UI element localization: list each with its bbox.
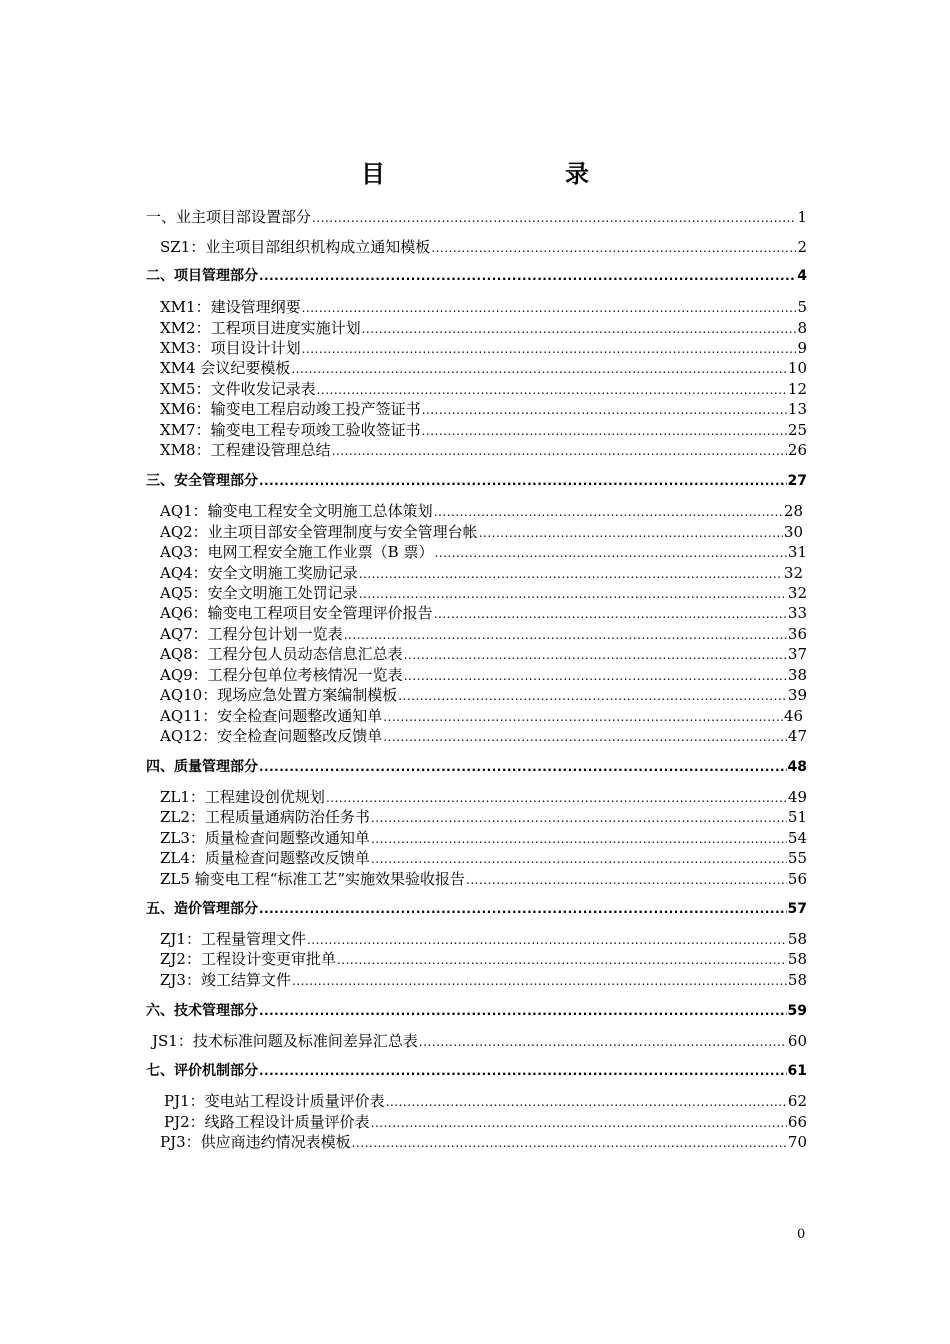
toc-entry[interactable] <box>160 970 807 990</box>
toc-entry-page: 31 <box>787 543 807 561</box>
toc-entry-label: ZL5 输变电工程“标准工艺”实施效果验收报告 <box>160 870 466 888</box>
toc-entry-page: 13 <box>787 400 807 418</box>
toc-entry-page: 70 <box>787 1133 807 1151</box>
toc-entry[interactable] <box>160 399 807 419</box>
toc-entry-label: 五、造价管理部分 <box>146 901 258 917</box>
toc-entry[interactable] <box>160 583 807 603</box>
toc-entry-page: 4 <box>797 268 807 284</box>
toc-entry-label: AQ9：工程分包单位考核情况一览表 <box>160 666 403 684</box>
toc-section-entry[interactable] <box>146 207 807 227</box>
toc-entry-label: XM2：工程项目进度实施计划 <box>160 319 361 337</box>
toc-entry[interactable] <box>160 542 807 562</box>
toc-entry-page: 36 <box>787 625 807 643</box>
dot-leader <box>317 380 787 400</box>
dot-leader <box>431 238 796 258</box>
toc-section-entry[interactable] <box>146 757 807 777</box>
dot-leader <box>307 930 787 950</box>
toc-entry-label: XM4 会议纪要模板 <box>160 359 291 377</box>
toc-entry[interactable] <box>160 848 807 868</box>
toc-entry-label: 六、技术管理部分 <box>146 1003 258 1019</box>
dot-leader <box>312 208 796 228</box>
toc-entry-label: JS1：技术标准问题及标准间差异汇总表 <box>152 1032 418 1050</box>
toc-entry[interactable] <box>160 644 807 664</box>
toc-entry-page: 49 <box>787 788 807 806</box>
toc-entry-label: ZL4：质量检查问题整改反馈单 <box>160 849 370 867</box>
toc-entry-page: 66 <box>787 1113 807 1131</box>
toc-entry[interactable] <box>160 787 807 807</box>
toc-entry-label: XM6：输变电工程启动竣工投产签证书 <box>160 400 421 418</box>
toc-entry-label: XM1：建设管理纲要 <box>160 298 301 316</box>
toc-entry-page: 12 <box>787 380 807 398</box>
toc-entry-page: 61 <box>787 1063 807 1079</box>
toc-entry-label: AQ1：输变电工程安全文明施工总体策划 <box>160 502 433 520</box>
toc-entry-label: 二、项目管理部分 <box>146 268 258 284</box>
toc-entry[interactable] <box>160 665 807 685</box>
toc-entry-label: XM3：项目设计计划 <box>160 339 301 357</box>
toc-entry[interactable] <box>160 358 807 378</box>
dot-leader <box>326 788 787 808</box>
dot-leader <box>259 1061 787 1081</box>
dot-leader <box>352 1133 787 1153</box>
toc-entry-page: 37 <box>787 645 807 663</box>
dot-leader <box>371 1113 787 1133</box>
toc-entry-label: PJ3：供应商违约情况表模板 <box>160 1133 351 1151</box>
toc-entry-page: 58 <box>787 971 807 989</box>
dot-leader <box>386 1092 787 1112</box>
toc-entry[interactable] <box>160 949 807 969</box>
toc-entry[interactable] <box>160 929 807 949</box>
dot-leader <box>479 523 783 543</box>
dot-leader <box>398 686 787 706</box>
toc-entry-label: ZJ3：竣工结算文件 <box>160 971 291 989</box>
toc-entry-label: ZJ1：工程量管理文件 <box>160 930 306 948</box>
toc-entry-page: 10 <box>787 359 807 377</box>
toc-entry-label: 三、安全管理部分 <box>146 473 258 489</box>
toc-entry-label: AQ10：现场应急处置方案编制模板 <box>160 686 398 704</box>
toc-entry-label: XM8：工程建设管理总结 <box>160 441 331 459</box>
toc-entry-page: 59 <box>787 1003 807 1019</box>
toc-section-entry[interactable] <box>146 471 807 491</box>
dot-leader <box>422 400 787 420</box>
toc-entry[interactable] <box>160 563 803 583</box>
toc-entry[interactable] <box>160 726 807 746</box>
toc-entry[interactable] <box>160 420 807 440</box>
dot-leader <box>337 950 787 970</box>
dot-leader <box>383 707 783 727</box>
toc-entry[interactable] <box>160 440 807 460</box>
toc-entry-label: AQ12：安全检查问题整改反馈单 <box>160 727 383 745</box>
toc-entry-label: AQ5：安全文明施工处罚记录 <box>160 584 358 602</box>
toc-entry-page: 2 <box>797 238 807 256</box>
toc-entry-page: 38 <box>787 666 807 684</box>
dot-leader <box>292 971 787 991</box>
dot-leader <box>332 441 787 461</box>
toc-entry-label: SZ1：业主项目部组织机构成立通知模板 <box>160 238 431 256</box>
toc-entry[interactable] <box>160 237 807 257</box>
dot-leader <box>259 266 796 286</box>
dot-leader <box>371 808 787 828</box>
toc-entry-label: PJ1：变电站工程设计质量评价表 <box>164 1092 385 1110</box>
dot-leader <box>434 604 787 624</box>
toc-entry-page: 57 <box>787 901 807 917</box>
toc-entry-page: 1 <box>797 208 807 226</box>
toc-entry-label: ZJ2：工程设计变更审批单 <box>160 950 336 968</box>
dot-leader <box>371 829 787 849</box>
toc-entry[interactable] <box>152 1031 807 1051</box>
toc-entry-page: 28 <box>783 502 803 520</box>
toc-entry[interactable] <box>160 1132 807 1152</box>
toc-entry-label: XM5：文件收发记录表 <box>160 380 316 398</box>
dot-leader <box>362 319 797 339</box>
dot-leader <box>259 1001 787 1021</box>
toc-section-entry[interactable] <box>146 899 807 919</box>
toc-entry[interactable] <box>160 379 807 399</box>
toc-entry[interactable] <box>160 338 807 358</box>
toc-entry-page: 51 <box>787 808 807 826</box>
toc-entry-page: 62 <box>787 1092 807 1110</box>
toc-entry[interactable] <box>160 318 807 338</box>
toc-entry-label: ZL3：质量检查问题整改通知单 <box>160 829 370 847</box>
dot-leader <box>422 421 787 441</box>
toc-entry[interactable] <box>160 828 807 848</box>
dot-leader <box>404 645 787 665</box>
toc-entry-page: 32 <box>787 584 807 602</box>
toc-entry-label: AQ3：电网工程安全施工作业票（B 票） <box>160 543 434 561</box>
toc-entry[interactable] <box>164 1112 807 1132</box>
toc-entry-page: 26 <box>787 441 807 459</box>
toc-entry-label: 一、业主项目部设置部分 <box>146 208 312 226</box>
toc-entry-page: 55 <box>787 849 807 867</box>
dot-leader <box>434 543 786 563</box>
toc-entry-page: 48 <box>787 759 807 775</box>
toc-entry-page: 60 <box>787 1032 807 1050</box>
dot-leader <box>291 359 787 379</box>
toc-entry-label: AQ6：输变电工程项目安全管理评价报告 <box>160 604 433 622</box>
toc-entry-page: 30 <box>783 523 803 541</box>
toc-entry-page: 8 <box>797 319 807 337</box>
toc-entry-label: ZL2：工程质量通病防治任务书 <box>160 808 370 826</box>
dot-leader <box>383 727 787 747</box>
toc-entry-page: 33 <box>787 604 807 622</box>
toc-entry-page: 58 <box>787 950 807 968</box>
toc-entry-label: 七、评价机制部分 <box>146 1063 258 1079</box>
dot-leader <box>259 471 787 491</box>
page-title: 目 录 <box>361 159 633 188</box>
toc-entry-label: AQ2：业主项目部安全管理制度与安全管理台帐 <box>160 523 478 541</box>
toc-entry[interactable] <box>160 501 803 521</box>
toc-section-entry[interactable] <box>146 1001 807 1021</box>
toc-entry-label: PJ2：线路工程设计质量评价表 <box>164 1113 370 1131</box>
toc-entry[interactable] <box>160 869 807 889</box>
toc-entry-page: 32 <box>783 564 803 582</box>
dot-leader <box>434 502 783 522</box>
toc-entry-label: AQ8：工程分包人员动态信息汇总表 <box>160 645 403 663</box>
toc-entry-page: 25 <box>787 421 807 439</box>
toc-entry-label: XM7：输变电工程专项竣工验收签证书 <box>160 421 421 439</box>
dot-leader <box>359 564 783 584</box>
toc-entry[interactable] <box>160 706 803 726</box>
toc-entry-page: 46 <box>783 707 803 725</box>
toc-entry[interactable] <box>160 624 807 644</box>
toc-entry[interactable] <box>160 603 807 623</box>
toc-entry[interactable] <box>160 807 807 827</box>
toc-entry-page: 56 <box>787 870 807 888</box>
dot-leader <box>259 757 787 777</box>
toc-entry-label: 四、质量管理部分 <box>146 759 258 775</box>
toc-entry-page: 54 <box>787 829 807 847</box>
dot-leader <box>344 625 787 645</box>
toc-entry-page: 47 <box>787 727 807 745</box>
dot-leader <box>259 899 787 919</box>
dot-leader <box>371 849 787 869</box>
toc-entry[interactable] <box>164 1091 807 1111</box>
dot-leader <box>302 298 797 318</box>
toc-entry-label: AQ4：安全文明施工奖励记录 <box>160 564 358 582</box>
toc-entry-page: 5 <box>797 298 807 316</box>
toc-section-entry[interactable] <box>146 266 807 286</box>
toc-entry[interactable] <box>160 685 807 705</box>
toc-section-entry[interactable] <box>146 1061 807 1081</box>
toc-entry-label: AQ7：工程分包计划一览表 <box>160 625 343 643</box>
dot-leader <box>419 1032 787 1052</box>
toc-entry-page: 39 <box>787 686 807 704</box>
dot-leader <box>359 584 787 604</box>
toc-entry-page: 27 <box>787 473 807 489</box>
toc-entry[interactable] <box>160 522 803 542</box>
dot-leader <box>404 666 787 686</box>
toc-entry[interactable] <box>160 297 807 317</box>
dot-leader <box>466 870 787 890</box>
toc-entry-label: ZL1：工程建设创优规划 <box>160 788 325 806</box>
toc-entry-page: 58 <box>787 930 807 948</box>
toc-entry-page: 9 <box>797 339 807 357</box>
page-number: 0 <box>797 1227 806 1242</box>
toc-entry-label: AQ11：安全检查问题整改通知单 <box>160 707 383 725</box>
dot-leader <box>302 339 797 359</box>
